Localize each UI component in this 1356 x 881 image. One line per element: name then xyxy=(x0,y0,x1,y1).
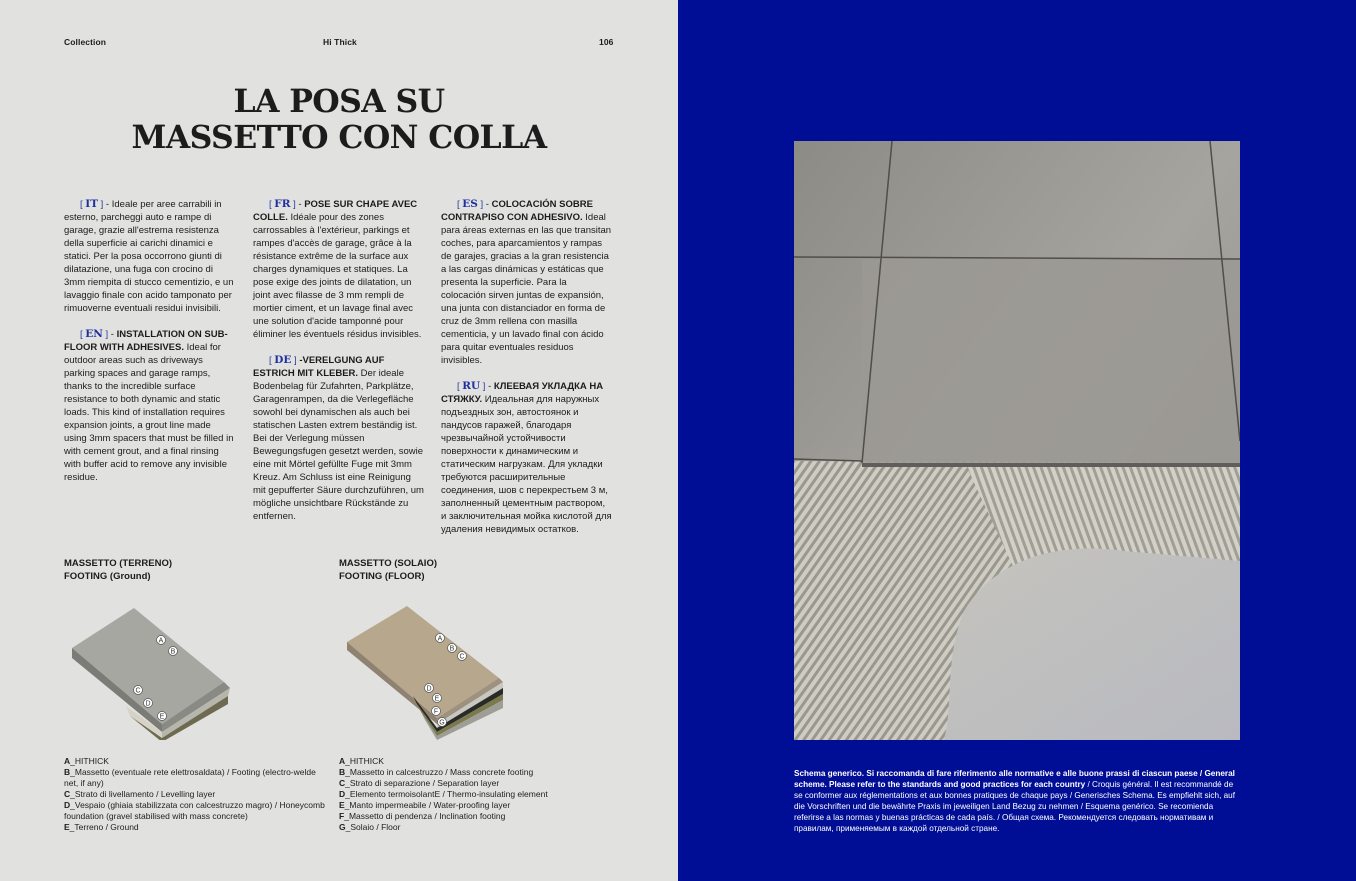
scheme-ground-title-1: MASSETTO (TERRENO) xyxy=(64,558,173,569)
legend-ground xyxy=(64,756,326,833)
body-fr: Idéale pour des zones carrossables à l'extérieur, parkings et rampes d'accès de garage, grâce à la résistance extrême de la surface aux charges dynamiques et statiques. La pose exige des joints de dilatation, un joint avec filasse de 3 mm rempli de mortier ciment, et un lavage final avec une solution d'acide tamponné pour éliminer les éventuels résidus invisibles. xyxy=(253,212,422,340)
floor-marker-f: F xyxy=(433,708,439,716)
legend-floor-item: E_Manto impermeabile / Water-proofing layer xyxy=(339,800,511,810)
ground-marker-d: D xyxy=(145,700,151,708)
legend-text: HITHICK xyxy=(74,756,109,766)
ground-marker-a: A xyxy=(158,637,164,645)
scheme-floor-title-1: MASSETTO (SOLAIO) xyxy=(339,558,437,569)
legend-text: HITHICK xyxy=(349,756,384,766)
page-number: 106 xyxy=(599,37,614,47)
legend-floor xyxy=(339,756,639,833)
legend-key: C xyxy=(339,778,346,788)
caption-bold: Schema generico. Si raccomanda di fare riferimento alle normative e alle buone prassi di ciascun paese / General scheme. Please refer to the standards and good practices for each country xyxy=(794,769,1235,789)
body-ru: Идеальная для наружных подъездных зон, автостоянок и пандусов гаражей, благодаря чрезвычайной устойчивости поверхности к динамическим и статическим нагрузкам. Для укладки требуются расширительные соединения, шов с перекрестьем 3 м, заполненный цементным раствором, и заключительная мойка кислотой для удаления невидимых остатков. xyxy=(441,394,612,535)
ground-marker-b: B xyxy=(170,648,176,656)
legend-text: Manto impermeabile / Water-proofing layer xyxy=(349,800,511,810)
legend-floor-item: G_Solaio / Floor xyxy=(339,822,401,832)
scheme-floor-title-2: FOOTING (FLOOR) xyxy=(339,571,425,582)
legend-ground-item: A_HITHICK xyxy=(64,756,109,766)
header-section: Collection xyxy=(64,37,107,47)
legend-text: Massetto di pendenza / Inclination footing xyxy=(348,811,506,821)
legend-floor-item: A_HITHICK xyxy=(339,756,384,766)
column-3 xyxy=(441,198,613,549)
legend-key: B xyxy=(64,767,71,777)
legend-floor-item: F_Massetto di pendenza / Inclination footing xyxy=(339,811,506,821)
legend-text: Terreno / Ground xyxy=(74,822,139,832)
legend-text: Massetto in calcestruzzo / Mass concrete footing xyxy=(349,767,534,777)
legend-text: Solaio / Floor xyxy=(350,822,401,832)
legend-ground-item: D_Vespaio (ghiaia stabilizzata con calcestruzzo magro) / Honeycomb foundation (gravel stabilised with mass concrete) xyxy=(64,800,325,821)
installation-photo xyxy=(794,141,1240,740)
scheme-ground-title-2: FOOTING (Ground) xyxy=(64,571,151,582)
legend-text: Massetto (eventuale rete elettrosaldata) / Footing (electro-welde net, if any) xyxy=(64,767,316,788)
section-en: [ EN ] - INSTALLATION ON SUB-FLOOR WITH ADHESIVES. Ideal for outdoor areas such as driveways parking spaces and garage ramps, thanks to the incredible surface resistance to both dynamic and static loads. This kind of installation requires expansion joints, a grout line made using 3mm spacers that must be filled in with cement grout, and a final rinsing with buffer acid to remove any invisible residue. xyxy=(64,328,234,483)
legend-key: E xyxy=(64,822,70,832)
body-de: Der ideale Bodenbelag für Zufahrten, Parkplätze, Garagenrampen, da die Verlegefläche sowohl bei dynamischen als auch bei statischen Lasten extrem beständig ist. Bei der Verlegung müssen Bewegungsfugen gesetzt werden, sowie eine mit Mörtel gefüllte Fuge mit 3mm Kreuz. Am Schluss ist eine Reinigung mit gepufferter Säure durchzuführen, um mögliche unsichtbare Rückstände zu entfernen. xyxy=(253,368,424,522)
legend-floor-item: D_Elemento termoisolantE / Thermo-insulating element xyxy=(339,789,548,799)
legend-key: A xyxy=(339,756,346,766)
legend-key: F xyxy=(339,811,345,821)
floor-layers-diagram xyxy=(339,600,519,740)
caption-rest: / Croquis général. Il est recommandé de se conformer aux réglementations et aux bonnes pratiques de chaque pays / Generisches Schema. Es empfiehlt sich, auf die Vorschriften und die bewährte Praxis im jeweiligen Land Bezug zu nehmen / Esquema genérico. Se recomienda referirse a las normas y buenas prácticas de cada país. / Общая схема. Рекомендуется следовать нормативам и правилам, применяемым в каждой отдельной стране. xyxy=(794,780,1236,833)
lang-tag-it: IT xyxy=(85,198,99,210)
legend-key: B xyxy=(339,767,346,777)
legend-text: Strato di livellamento / Levelling layer xyxy=(74,789,216,799)
section-it: [ IT ] - Ideale per aree carrabili in esterno, parcheggi auto e rampe di garage, grazie all'estrema resistenza della superficie ai carichi dinamici e statici. Per la posa occorrono giunti di dilatazione, una fuga con crocino di 3mm riempita di stucco cementizio, e un lavaggio finale con acido tamponato per rimuoverne eventuali residui invisibili. xyxy=(64,198,234,314)
header-collection: Hi Thick xyxy=(323,37,357,47)
lang-tag-ru: RU xyxy=(462,380,481,392)
legend-text: Vespaio (ghiaia stabilizzata con calcestruzzo magro) / Honeycomb foundation (gravel stabilised with mass concrete) xyxy=(64,800,325,821)
floor-marker-g: G xyxy=(439,719,445,727)
scheme-ground-title xyxy=(64,557,172,583)
body-es: Ideal para áreas externas en las que transitan coches, para aparcamientos y rampas de garajes, gracias a la gran resistencia a las cargas dinámicas y estáticas que presenta la superficie. Para la colocación sirven juntas de expansión, una junta con distanciador en forma de cruz de 3mm rellena con masilla cementicia, y un lavado final con ácido para quitar eventuales residuos invisibles. xyxy=(441,212,612,366)
heading-ru: КЛЕЕВАЯ УКЛАДКА НА СТЯЖКУ. xyxy=(441,381,604,405)
tile-edge xyxy=(862,463,1240,467)
laid-tile xyxy=(862,259,1240,463)
section-de: [ DE ] -VERELGUNG AUF ESTRICH MIT KLEBER. Der ideale Bodenbelag für Zufahrten, Parkplätze, Garagenrampen, da die Verlegefläche sowohl bei dynamischen als auch bei statischen Lasten extrem beständig ist. Bei der Verlegung müssen Bewegungsfugen gesetzt werden, sowie eine mit Mörtel gefüllte Fuge mit 3mm Kreuz. Am Schluss ist eine Reinigung mit gepufferter Säure durchzuführen, um mögliche unsichtbare Rückstände zu entfernen. xyxy=(253,354,424,522)
page-title xyxy=(64,84,614,156)
legend-floor-item: C_Strato di separazione / Separation layer xyxy=(339,778,500,788)
lang-tag-en: EN xyxy=(85,328,103,340)
legend-key: A xyxy=(64,756,71,766)
ground-layers-diagram xyxy=(64,600,244,740)
floor-marker-b: B xyxy=(449,645,455,653)
legend-ground-item: C_Strato di livellamento / Levelling layer xyxy=(64,789,216,799)
floor-marker-d: D xyxy=(426,685,432,693)
floor-marker-a: A xyxy=(437,635,443,643)
scheme-floor-title xyxy=(339,557,437,583)
title-line-2: MASSETTO CON COLLA xyxy=(131,119,547,156)
body-it: Ideale per aree carrabili in esterno, parcheggi auto e rampe di garage, grazie all'estrema resistenza della superficie ai carichi dinamici e statici. Per la posa occorrono giunti di dilatazione, una fuga con crocino di 3mm riempita di stucco cementizio, e un lavaggio finale con acido tamponato per rimuoverne eventuali residui invisibili. xyxy=(64,199,234,314)
section-ru: [ RU ] - КЛЕЕВАЯ УКЛАДКА НА СТЯЖКУ. Идеальная для наружных подъездных зон, автостоянок и пандусов гаражей, благодаря чрезвычайной устойчивости поверхности к динамическим и статическим нагрузкам. Для укладки требуются расширительные соединения, шов с перекрестьем 3 м, заполненный цементным раствором, и заключительная мойка кислотой для удаления невидимых остатков. xyxy=(441,380,612,535)
legend-key: E xyxy=(339,800,345,810)
title-line-1: LA POSA SU xyxy=(233,83,445,120)
heading-fr: POSE SUR CHAPE AVEC COLLE. xyxy=(253,199,418,223)
lang-tag-es: ES xyxy=(462,198,478,210)
column-1 xyxy=(64,198,236,497)
legend-text: Strato di separazione / Separation layer xyxy=(349,778,500,788)
floor-marker-c: C xyxy=(459,653,465,661)
legend-key: C xyxy=(64,789,71,799)
section-fr: [ FR ] - POSE SUR CHAPE AVEC COLLE. Idéale pour des zones carrossables à l'extérieur, parkings et rampes d'accès de garage, grâce à la résistance extrême de la surface aux charges dynamiques et statiques. La pose exige des joints de dilatation, un joint avec filasse de 3 mm rempli de mortier ciment, et un lavage final avec une solution d'acide tamponné pour éliminer les éventuels résidus invisibles. xyxy=(253,198,422,340)
lang-tag-de: DE xyxy=(274,354,292,366)
legend-key: D xyxy=(64,800,71,810)
heading-en: INSTALLATION ON SUB-FLOOR WITH ADHESIVES. xyxy=(64,329,228,353)
ground-marker-e: E xyxy=(159,713,165,721)
heading-de: -VERELGUNG AUF ESTRICH MIT KLEBER. xyxy=(253,355,385,379)
caption xyxy=(794,768,1239,834)
legend-text: Elemento termoisolantE / Thermo-insulating element xyxy=(349,789,548,799)
legend-key: D xyxy=(339,789,346,799)
legend-key: G xyxy=(339,822,346,832)
legend-ground-item: E_Terreno / Ground xyxy=(64,822,139,832)
ground-marker-c: C xyxy=(135,687,141,695)
heading-es: COLOCACIÓN SOBRE CONTRAPISO CON ADHESIVO. xyxy=(441,199,593,223)
legend-ground-item: B_Massetto (eventuale rete elettrosaldata) / Footing (electro-welde net, if any) xyxy=(64,767,316,788)
section-es: [ ES ] - COLOCACIÓN SOBRE CONTRAPISO CON ADHESIVO. Ideal para áreas externas en las que transitan coches, para aparcamientos y rampas de garajes, gracias a la gran resistencia a las cargas dinámicas y estáticas que presenta la superficie. Para la colocación sirven juntas de expansión, una junta con distanciador en forma de cruz de 3mm rellena con masilla cementicia, y un lavado final con ácido para quitar eventuales residuos invisibles. xyxy=(441,198,612,366)
lang-tag-fr: FR xyxy=(274,198,291,210)
body-en: Ideal for outdoor areas such as driveways parking spaces and garage ramps, thanks to the incredible surface resistance to both dynamic and static loads. This kind of installation requires expansion joints, a grout line made using 3mm spacers that must be filled in with cement grout, and a final rinsing with buffer acid to remove any invisible residue. xyxy=(64,342,234,483)
legend-floor-item: B_Massetto in calcestruzzo / Mass concrete footing xyxy=(339,767,534,777)
column-2 xyxy=(253,198,425,536)
floor-marker-e: E xyxy=(434,695,440,703)
